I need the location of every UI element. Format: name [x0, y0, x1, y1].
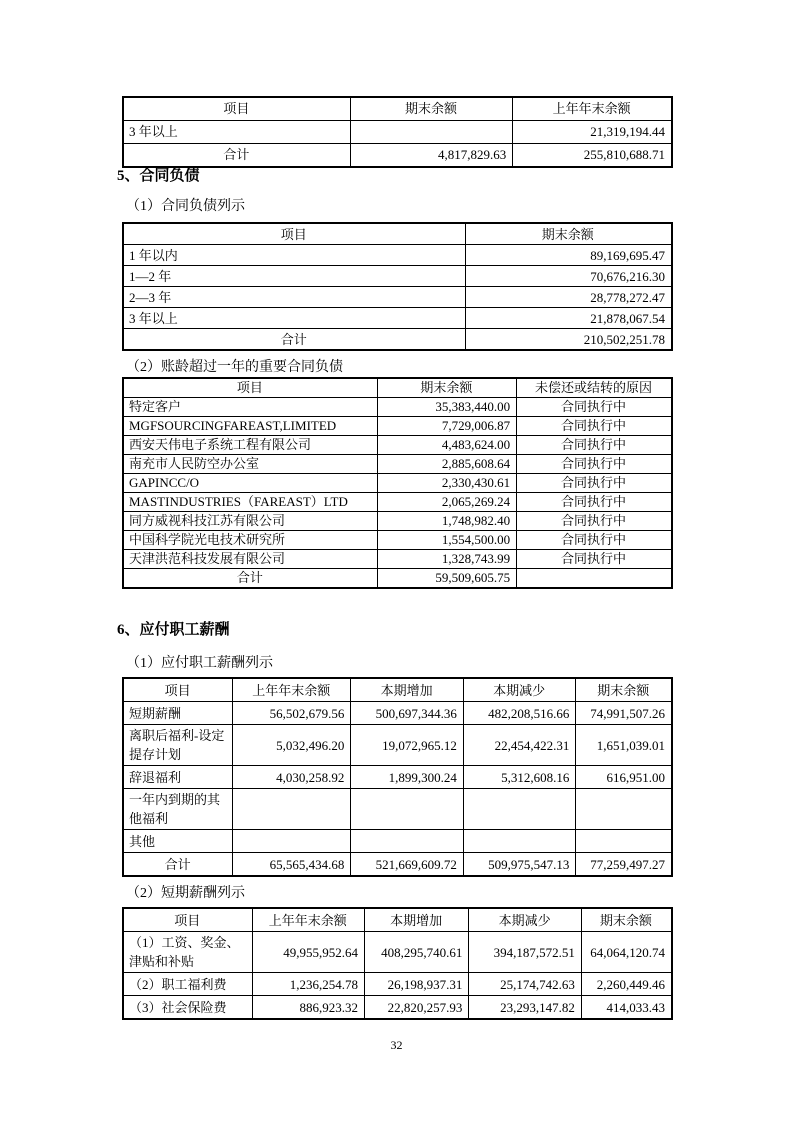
table-row	[123, 308, 672, 329]
table-cell: 414,033.43	[581, 996, 672, 1020]
table-cell: 74,991,507.26	[576, 702, 672, 725]
table-cell: 70,676,216.30	[465, 266, 672, 287]
table-cell: 25,174,742.63	[469, 973, 582, 996]
table-cell: 26,198,937.31	[365, 973, 469, 996]
table-cell: 28,778,272.47	[465, 287, 672, 308]
table-cell: 35,383,440.00	[377, 398, 516, 417]
table-cell: 5,032,496.20	[233, 725, 351, 766]
table-row	[123, 121, 672, 144]
table-row	[123, 702, 672, 725]
table-cell: 南充市人民防空办公室	[123, 455, 377, 474]
table-row	[123, 287, 672, 308]
table-cell: 合计	[123, 144, 350, 168]
table-cell: MGFSOURCINGFAREAST,LIMITED	[123, 417, 377, 436]
column-header: 期末余额	[581, 908, 672, 932]
table-row	[123, 436, 672, 455]
table-cell: 19,072,965.12	[351, 725, 464, 766]
table-cell	[351, 789, 464, 830]
table-cell: 短期薪酬	[123, 702, 233, 725]
table-cell: 4,030,258.92	[233, 766, 351, 789]
table-cell: 3 年以上	[123, 121, 350, 144]
employee-compensation-table	[122, 677, 673, 877]
table-cell: 64,064,120.74	[581, 932, 672, 973]
table-cell: 合同执行中	[517, 398, 672, 417]
table-cell: 500,697,344.36	[351, 702, 464, 725]
section-6-heading: 6、应付职工薪酬	[117, 622, 230, 638]
aged-contract-liabilities-table	[122, 377, 673, 589]
table-cell: 特定客户	[123, 398, 377, 417]
column-header: 本期减少	[463, 678, 576, 702]
table-cell: 616,951.00	[576, 766, 672, 789]
table-cell: 509,975,547.13	[463, 853, 576, 877]
table-row	[123, 569, 672, 589]
table-cell: 23,293,147.82	[469, 996, 582, 1020]
table-cell: 521,669,609.72	[351, 853, 464, 877]
table-cell: MASTINDUSTRIES（FAREAST）LTD	[123, 493, 377, 512]
table-cell	[463, 830, 576, 853]
table-cell: 65,565,434.68	[233, 853, 351, 877]
table-cell	[233, 789, 351, 830]
table-row	[123, 789, 672, 830]
table-cell: 4,817,829.63	[350, 144, 513, 168]
table-cell	[350, 121, 513, 144]
table-cell: 合计	[123, 569, 377, 589]
table-row	[123, 329, 672, 351]
table-cell: 59,509,605.75	[377, 569, 516, 589]
table-cell: 77,259,497.27	[576, 853, 672, 877]
column-header: 上年年末余额	[252, 908, 365, 932]
table-header-row	[123, 223, 672, 245]
section-5-sub1-heading: （1）合同负债列示	[126, 199, 245, 214]
table-cell: 49,955,952.64	[252, 932, 365, 973]
table-header-row	[123, 678, 672, 702]
table-cell: 1,651,039.01	[576, 725, 672, 766]
table-row	[123, 766, 672, 789]
table-row	[123, 932, 672, 973]
table-cell: 离职后福利-设定提存计划	[123, 725, 233, 766]
table-cell: 合同执行中	[517, 436, 672, 455]
table-cell: 1,748,982.40	[377, 512, 516, 531]
table-cell: 1,328,743.99	[377, 550, 516, 569]
column-header: 期末余额	[350, 97, 513, 121]
table-cell: 合计	[123, 853, 233, 877]
contract-liabilities-table	[122, 222, 673, 351]
table-cell: 7,729,006.87	[377, 417, 516, 436]
table-cell: 同方威视科技江苏有限公司	[123, 512, 377, 531]
column-header: 本期增加	[365, 908, 469, 932]
table-cell: 西安天伟电子系统工程有限公司	[123, 436, 377, 455]
table-row	[123, 853, 672, 877]
table-row	[123, 996, 672, 1020]
table-row	[123, 245, 672, 266]
table-row	[123, 266, 672, 287]
table-row	[123, 398, 672, 417]
section-6-sub1-heading: （1）应付职工薪酬列示	[126, 656, 273, 671]
table-cell: （3）社会保险费	[123, 996, 252, 1020]
column-header: 本期增加	[351, 678, 464, 702]
table-row	[123, 455, 672, 474]
column-header: 项目	[123, 223, 465, 245]
table-cell: 482,208,516.66	[463, 702, 576, 725]
table-cell: 886,923.32	[252, 996, 365, 1020]
table-header-row	[123, 97, 672, 121]
table-row	[123, 830, 672, 853]
column-header: 项目	[123, 97, 350, 121]
column-header: 未偿还或结转的原因	[517, 378, 672, 398]
table-cell	[517, 569, 672, 589]
table-cell: 合同执行中	[517, 417, 672, 436]
table-row	[123, 725, 672, 766]
table-cell: 合同执行中	[517, 474, 672, 493]
column-header: 本期减少	[469, 908, 582, 932]
section-6-sub2-heading: （2）短期薪酬列示	[126, 886, 245, 901]
table-cell: 255,810,688.71	[513, 144, 672, 168]
table-cell: 合同执行中	[517, 512, 672, 531]
table-row	[123, 550, 672, 569]
table-cell: （1）工资、奖金、津贴和补贴	[123, 932, 252, 973]
table-cell: 394,187,572.51	[469, 932, 582, 973]
table-cell: 5,312,608.16	[463, 766, 576, 789]
table-cell: 辞退福利	[123, 766, 233, 789]
table-cell: 210,502,251.78	[465, 329, 672, 351]
table-cell: 其他	[123, 830, 233, 853]
table-cell: 合计	[123, 329, 465, 351]
table-cell: 22,454,422.31	[463, 725, 576, 766]
table-cell: 合同执行中	[517, 531, 672, 550]
table-cell: 2,330,430.61	[377, 474, 516, 493]
table-cell	[233, 830, 351, 853]
table-row	[123, 474, 672, 493]
table-row	[123, 417, 672, 436]
table-cell: 合同执行中	[517, 550, 672, 569]
table-cell	[576, 830, 672, 853]
column-header: 上年年末余额	[233, 678, 351, 702]
table-cell: 89,169,695.47	[465, 245, 672, 266]
table-header-row	[123, 378, 672, 398]
table-cell: 1—2 年	[123, 266, 465, 287]
page-number: 32	[390, 1038, 403, 1052]
column-header: 期末余额	[377, 378, 516, 398]
table-cell: 408,295,740.61	[365, 932, 469, 973]
table-cell: 1,899,300.24	[351, 766, 464, 789]
table-cell: 1,236,254.78	[252, 973, 365, 996]
column-header: 项目	[123, 908, 252, 932]
table-cell: 56,502,679.56	[233, 702, 351, 725]
table-row	[123, 973, 672, 996]
table-cell: 2,260,449.46	[581, 973, 672, 996]
column-header: 上年年末余额	[513, 97, 672, 121]
table-cell: 3 年以上	[123, 308, 465, 329]
column-header: 项目	[123, 678, 233, 702]
table-cell: 2,065,269.24	[377, 493, 516, 512]
table-row	[123, 144, 672, 168]
table-cell: （2）职工福利费	[123, 973, 252, 996]
column-header: 期末余额	[576, 678, 672, 702]
table-cell: 1 年以内	[123, 245, 465, 266]
column-header: 项目	[123, 378, 377, 398]
column-header: 期末余额	[465, 223, 672, 245]
table-cell: 1,554,500.00	[377, 531, 516, 550]
table-row	[123, 512, 672, 531]
table-cell: 合同执行中	[517, 455, 672, 474]
table-cell	[463, 789, 576, 830]
short-term-compensation-table	[122, 907, 673, 1020]
table-cell: 合同执行中	[517, 493, 672, 512]
table-cell: 21,319,194.44	[513, 121, 672, 144]
table-row	[123, 531, 672, 550]
table-cell: 2—3 年	[123, 287, 465, 308]
section-5-heading: 5、合同负债	[117, 168, 200, 184]
aging-continuation-table	[122, 96, 673, 168]
table-cell: 2,885,608.64	[377, 455, 516, 474]
table-cell: 4,483,624.00	[377, 436, 516, 455]
table-cell	[351, 830, 464, 853]
table-header-row	[123, 908, 672, 932]
table-cell: 22,820,257.93	[365, 996, 469, 1020]
table-cell: 21,878,067.54	[465, 308, 672, 329]
table-row	[123, 493, 672, 512]
table-cell	[576, 789, 672, 830]
table-cell: 一年内到期的其他福利	[123, 789, 233, 830]
section-5-sub2-heading: （2）账龄超过一年的重要合同负债	[126, 360, 343, 375]
table-cell: GAPINCC/O	[123, 474, 377, 493]
table-cell: 中国科学院光电技术研究所	[123, 531, 377, 550]
table-cell: 天津洪范科技发展有限公司	[123, 550, 377, 569]
